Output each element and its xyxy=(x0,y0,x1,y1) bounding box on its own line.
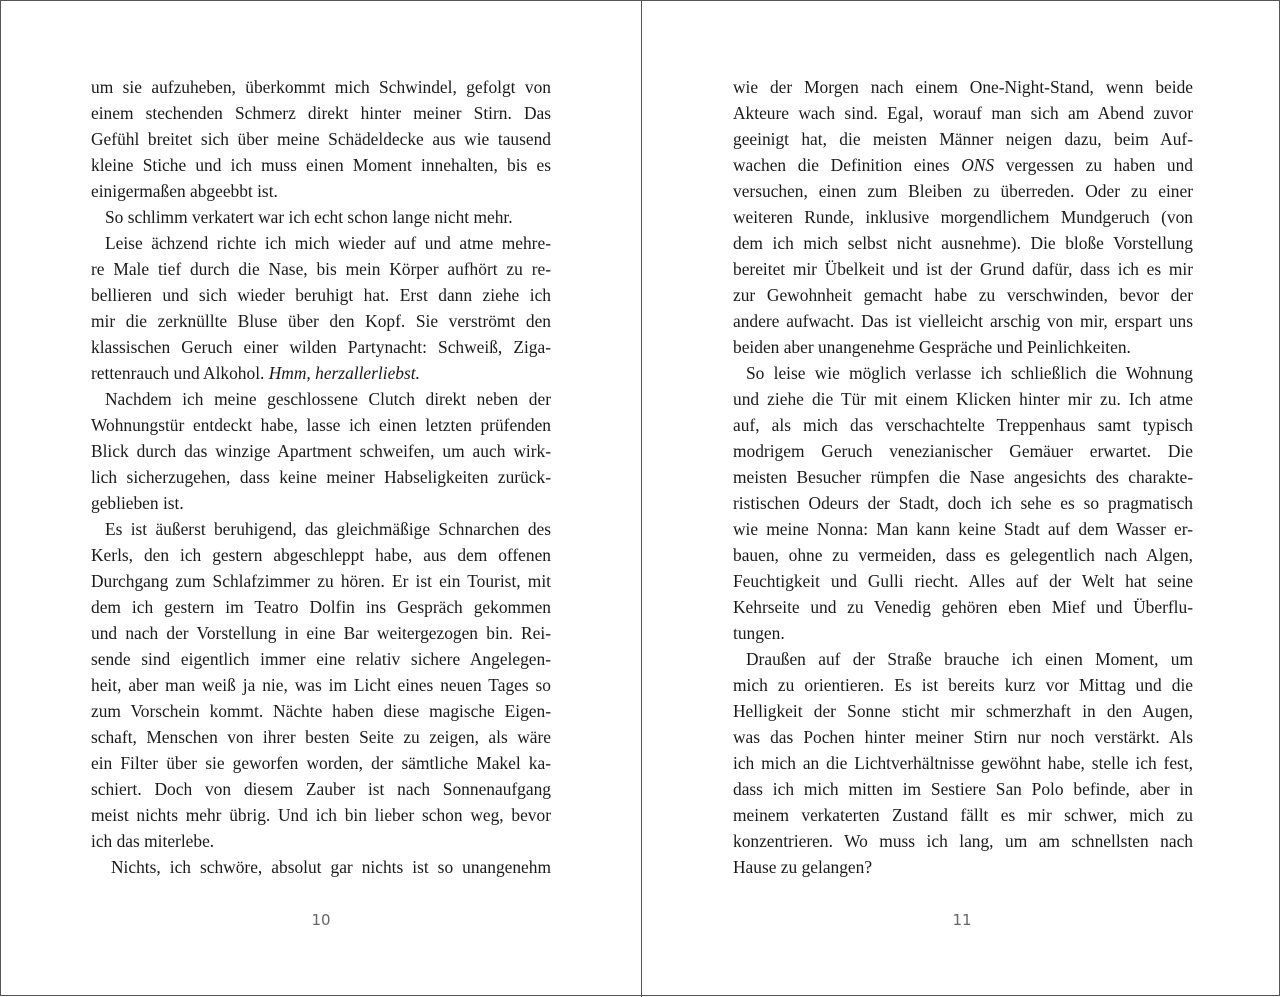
text-line: und ziehe die Tür mit einem Klicken hinter mir zu. Ich atme xyxy=(733,389,1193,409)
text-line: zur Gewohnheit gemacht habe zu verschwinden, bevor der xyxy=(733,285,1193,305)
text-line: Blick durch das winzige Apartment schweifen, um auch wirk- xyxy=(91,441,551,461)
text-line: geeinigt hat, die meisten Männer neigen dazu, beim Auf- xyxy=(733,129,1193,149)
text-line: geblieben ist. xyxy=(91,493,184,513)
text-line: Es ist äußerst beruhigend, das gleichmäßige Schnarchen des xyxy=(105,519,551,539)
text-line: einigermaßen abgeebbt ist. xyxy=(91,181,278,201)
text-line: weiteren Runde, inklusive morgendlichem Mundgeruch (von xyxy=(733,207,1193,227)
text-line: um sie aufzuheben, überkommt mich Schwindel, gefolgt von xyxy=(91,77,551,97)
text-line: So schlimm verkatert war ich echt schon lange nicht mehr. xyxy=(105,207,513,227)
text-line: sende sind eigentlich immer eine relativ sichere Angelegen- xyxy=(91,649,551,669)
right-page xyxy=(641,1,1280,997)
text-line: ein Filter über sie geworfen worden, der sämtliche Makel ka- xyxy=(91,753,551,773)
text-line: Nachdem ich meine geschlossene Clutch direkt neben der xyxy=(105,389,551,409)
text-line: wie der Morgen nach einem One-Night-Stand, wenn beide xyxy=(733,77,1193,97)
text-line: lich sicherzugehen, dass keine meiner Habseligkeiten zurück- xyxy=(91,467,551,487)
page-number: 10 xyxy=(311,911,331,929)
text-line: mir die zerknüllte Bluse über den Kopf. Sie verströmt den xyxy=(91,311,551,331)
text-line: meisten Besucher rümpfen die Nase angesichts des charakte- xyxy=(733,467,1193,487)
text-line: tungen. xyxy=(733,623,785,643)
text-line: Akteure wach sind. Egal, worauf man sich am Abend zuvor xyxy=(733,103,1193,123)
text-line: Nichts, ich schwöre, absolut gar nichts ist so unangenehm xyxy=(111,857,551,877)
text-line: dass ich mich mitten im Sestiere San Polo befinde, aber in xyxy=(733,779,1193,799)
text-line: Hause zu gelangen? xyxy=(733,857,873,877)
text-line: meist nichts mehr übrig. Und ich bin lieber schon weg, bevor xyxy=(91,805,551,825)
text-line: Draußen auf der Straße brauche ich einen Moment, um xyxy=(746,649,1193,669)
text-line: Wohnungstür entdeckt habe, lasse ich einen letzten prüfenden xyxy=(91,415,551,435)
text-line: kleine Stiche und ich muss einen Moment innehalten, bis es xyxy=(91,155,551,175)
text-line: bellieren und sich wieder beruhigt hat. Erst dann ziehe ich xyxy=(91,285,551,305)
text-segment: vergessen zu haben und xyxy=(1005,155,1194,175)
text-line: mich zu orientieren. Es ist bereits kurz vor Mittag und die xyxy=(733,675,1193,695)
text-line xyxy=(91,360,551,386)
text-line: was das Pochen hinter meiner Stirn nur noch verstärkt. Als xyxy=(733,727,1193,747)
text-line: meinem verkaterten Zustand fällt es mir schwer, mich zu xyxy=(733,805,1193,825)
text-line: heit, aber man weiß ja nie, was im Licht eines neuen Tages so xyxy=(91,675,551,695)
text-line: modrigem Geruch venezianischer Gemäuer erwartet. Die xyxy=(733,441,1193,461)
text-line: dem ich gestern im Teatro Dolfin ins Gespräch gekommen xyxy=(91,597,551,617)
text-line: andere aufwacht. Das ist vielleicht arschig von mir, erspart uns xyxy=(733,311,1193,331)
text-line: Helligkeit der Sonne sticht mir schmerzhaft in den Augen, xyxy=(733,701,1193,721)
right-page-text xyxy=(733,74,1193,880)
text-line: ristischen Odeurs der Stadt, doch ich sehe es so pragmatisch xyxy=(733,493,1193,513)
text-line: schiert. Doch von diesem Zauber ist nach Sonnenaufgang xyxy=(91,779,551,799)
text-line: zum Vorschein kommt. Nächte haben diese magische Eigen- xyxy=(91,701,551,721)
text-line: Kehrseite und zu Venedig gehören eben Mief und Überflu- xyxy=(733,597,1193,617)
text-line: klassischen Geruch einer wilden Partynacht: Schweiß, Ziga- xyxy=(91,337,551,357)
text-line: Feuchtigkeit und Gulli riecht. Alles auf der Welt hat seine xyxy=(733,571,1193,591)
text-line: bauen, ohne zu vermeiden, dass es gelegentlich nach Algen, xyxy=(733,545,1193,565)
text-line: dem ich mich selbst nicht ausnehme). Die bloße Vorstellung xyxy=(733,233,1193,253)
text-line: Gefühl breitet sich über meine Schädeldecke aus wie tausend xyxy=(91,129,551,149)
text-line: beiden aber unangenehme Gespräche und Peinlichkeiten. xyxy=(733,337,1131,357)
text-line: ich mich an die Lichtverhältnisse gewöhnt habe, stelle ich fest, xyxy=(733,753,1193,773)
page-number: 11 xyxy=(952,911,972,929)
text-line: re Male tief durch die Nase, bis mein Körper aufhört zu re- xyxy=(91,259,551,279)
text-line xyxy=(733,152,1193,178)
italic-word: ONS xyxy=(961,155,995,175)
left-page xyxy=(1,1,641,997)
text-segment: rettenrauch und Alkohol. xyxy=(91,363,265,383)
text-line: schaft, Menschen von ihrer besten Seite zu zeigen, als wäre xyxy=(91,727,551,747)
text-line: versuchen, einen zum Bleiben zu überreden. Oder zu einer xyxy=(733,181,1193,201)
italic-phrase: Hmm, herzallerliebst. xyxy=(268,363,420,383)
text-line: konzentrieren. Wo muss ich lang, um am schnellsten nach xyxy=(733,831,1193,851)
text-line: So leise wie möglich verlasse ich schließlich die Wohnung xyxy=(746,363,1193,383)
text-line: bereitet mir Übelkeit und ist der Grund dafür, dass ich es mir xyxy=(733,259,1193,279)
text-line: wie meine Nonna: Man kann keine Stadt auf dem Wasser er- xyxy=(733,519,1193,539)
text-line: einem stechenden Schmerz direkt hinter meiner Stirn. Das xyxy=(91,103,551,123)
text-line: ich das miterlebe. xyxy=(91,831,215,851)
text-line: und nach der Vorstellung in eine Bar weitergezogen bin. Rei- xyxy=(91,623,551,643)
left-page-text xyxy=(91,74,551,880)
text-line: Kerls, den ich gestern abgeschleppt habe, aus dem offenen xyxy=(91,545,551,565)
text-line: Durchgang zum Schlafzimmer zu hören. Er ist ein Tourist, mit xyxy=(91,571,551,591)
text-segment: wachen die Definition eines xyxy=(733,155,950,175)
text-line: Leise ächzend richte ich mich wieder auf und atme mehre- xyxy=(105,233,551,253)
text-line: auf, als mich das verschachtelte Treppenhaus samt typisch xyxy=(733,415,1193,435)
